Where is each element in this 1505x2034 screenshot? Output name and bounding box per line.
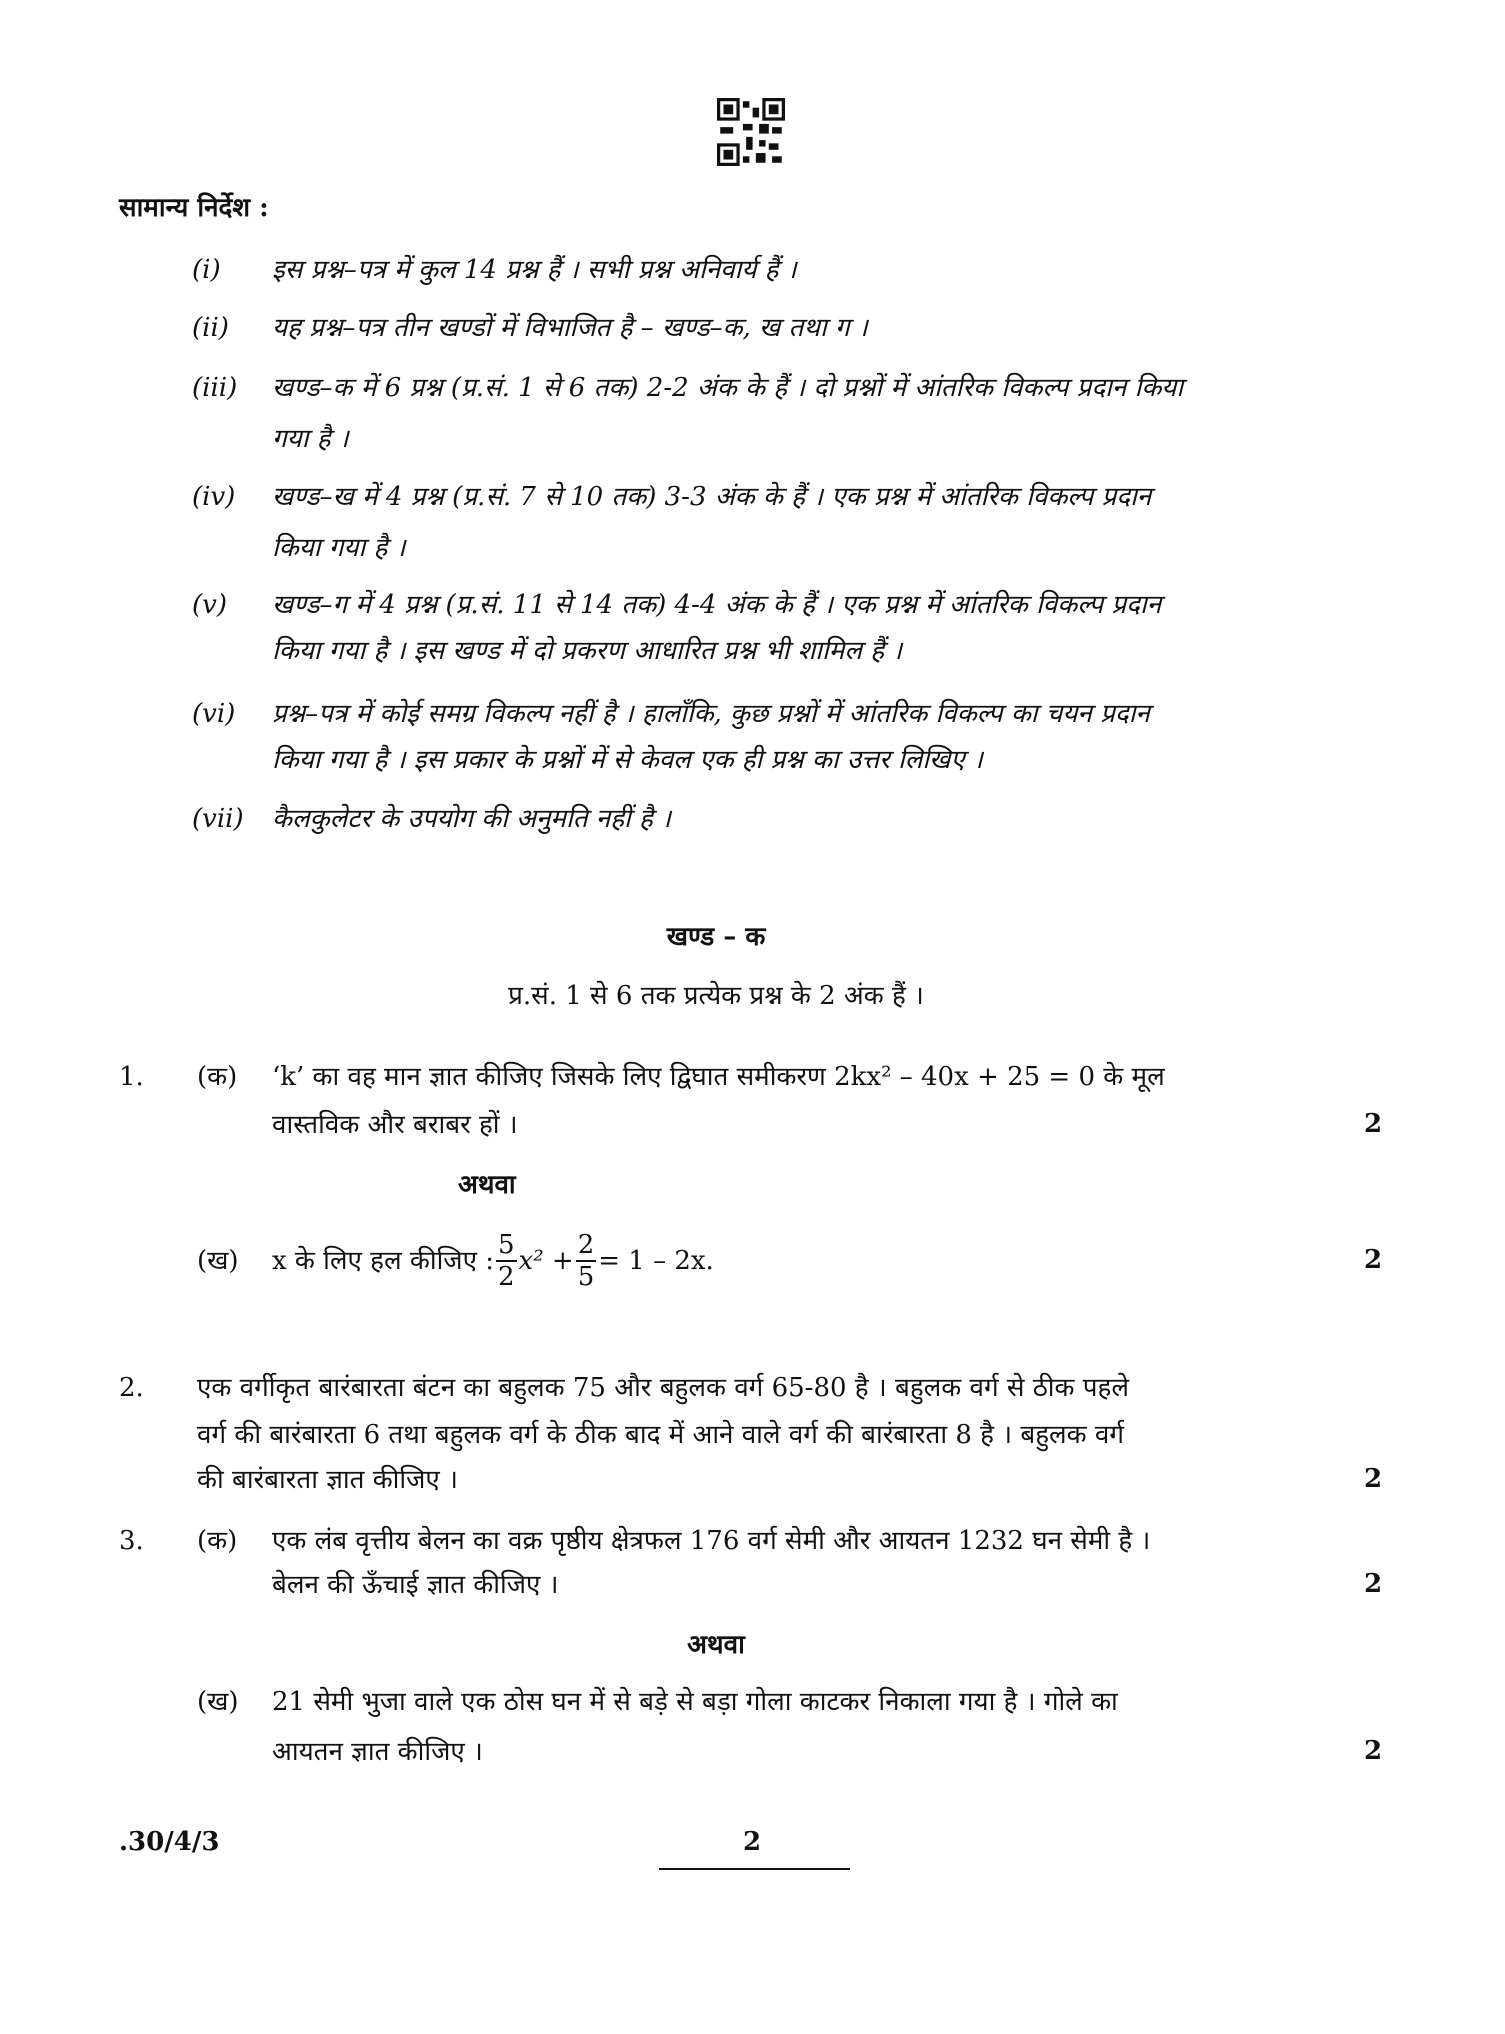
instruction-text: कैलकुलेटर के उपयोग की अनुमति नहीं है । [272,804,671,834]
question-text: आयतन ज्ञात कीजिए । [272,1737,483,1767]
equation [272,1215,714,1307]
marks: 2 [1364,1736,1383,1766]
denominator: 5 [577,1262,595,1292]
section-subtitle: प्र.सं. 1 से 6 तक प्रत्येक प्रश्न के 2 अंक हैं । [508,981,924,1011]
instruction-text: खण्ड–क में 6 प्रश्न (प्र.सं. 1 से 6 तक) 2-2 अंक के हैं । दो प्रश्नों में आंतरिक विकल्प प्रदान किया [272,373,1184,403]
instruction-text: किया गया है । इस प्रकार के प्रश्नों में से केवल एक ही प्रश्न का उत्तर लिखिए । [272,745,983,775]
question-number: 2. [119,1373,144,1403]
section-title: खण्ड – क [666,922,766,952]
instruction-number: (i) [192,255,221,285]
instruction-number: (vii) [192,804,244,834]
question-number: 3. [119,1526,144,1556]
fraction [496,1230,517,1292]
instruction-text: खण्ड–ख में 4 प्रश्न (प्र.सं. 7 से 10 तक) 3-3 अंक के हैं । एक प्रश्न में आंतरिक विकल्प प्रदान [272,482,1152,512]
numerator: 5 [498,1230,515,1260]
question-text: एक लंब वृत्तीय बेलन का वक्र पृष्ठीय क्षेत्रफल 176 वर्ग सेमी और आयतन 1232 घन सेमी है । [272,1526,1151,1556]
numerator: 2 [577,1230,595,1260]
equation-term: = 1 – 2x. [598,1246,714,1276]
question-text: x के लिए हल कीजिए : [272,1246,494,1276]
or-label: अथवा [687,1630,745,1660]
instruction-text: यह प्रश्न–पत्र तीन खण्डों में विभाजित है – खण्ड–क, ख तथा ग । [272,313,868,343]
paper-code: .30/4/3 [119,1827,220,1857]
instruction-text: प्रश्न–पत्र में कोई समग्र विकल्प नहीं है । हालाँकि, कुछ प्रश्नों में आंतरिक विकल्प का चयन प्रदान [272,699,1150,729]
instruction-text: किया गया है । इस खण्ड में दो प्रकरण आधारित प्रश्न भी शामिल हैं । [272,636,903,666]
instruction-number: (vi) [192,699,236,729]
instruction-number: (ii) [192,313,229,343]
instructions-heading: सामान्य निर्देश : [119,193,269,223]
question-text: 21 सेमी भुजा वाले एक ठोस घन में से बड़े से बड़ा गोला काटकर निकाला गया है । गोले का [272,1687,1118,1717]
or-label: अथवा [458,1170,516,1200]
instruction-number: (iv) [192,482,236,512]
question-text: की बारंबारता ज्ञात कीजिए । [197,1465,458,1495]
marks: 2 [1364,1464,1383,1494]
marks: 2 [1364,1109,1383,1139]
equation-term: x² + [518,1246,574,1276]
question-text: बेलन की ऊँचाई ज्ञात कीजिए । [272,1570,559,1600]
instruction-number: (iii) [192,373,238,403]
question-number: 1. [119,1062,144,1092]
footer-rule [659,1868,850,1870]
question-text: एक वर्गीकृत बारंबारता बंटन का बहुलक 75 और बहुलक वर्ग 65-80 है । बहुलक वर्ग से ठीक पहले [197,1373,1129,1403]
qr-code [717,97,785,167]
option-label: (क) [197,1526,238,1556]
instruction-number: (v) [192,590,227,620]
marks: 2 [1364,1569,1383,1599]
instruction-text: गया है । [272,424,349,454]
question-text: ‘k’ का वह मान ज्ञात कीजिए जिसके लिए द्विघात समीकरण 2kx² – 40x + 25 = 0 के मूल [272,1062,1165,1092]
option-label: (क) [197,1062,238,1092]
instruction-text: इस प्रश्न–पत्र में कुल 14 प्रश्न हैं । सभी प्रश्न अनिवार्य हैं । [272,255,797,285]
denominator: 2 [498,1262,515,1292]
question-text: वर्ग की बारंबारता 6 तथा बहुलक वर्ग के ठीक बाद में आने वाले वर्ग की बारंबारता 8 है । बहुलक वर्ग [197,1420,1124,1450]
option-label: (ख) [197,1246,239,1276]
instruction-text: किया गया है । [272,533,406,563]
page-number: 2 [743,1827,762,1857]
marks: 2 [1364,1245,1383,1275]
instruction-text: खण्ड–ग में 4 प्रश्न (प्र.सं. 11 से 14 तक) 4-4 अंक के हैं । एक प्रश्न में आंतरिक विकल्प प्रदान [272,590,1162,620]
fraction [576,1230,597,1292]
question-text: वास्तविक और बराबर हों । [272,1110,518,1140]
option-label: (ख) [197,1687,239,1717]
